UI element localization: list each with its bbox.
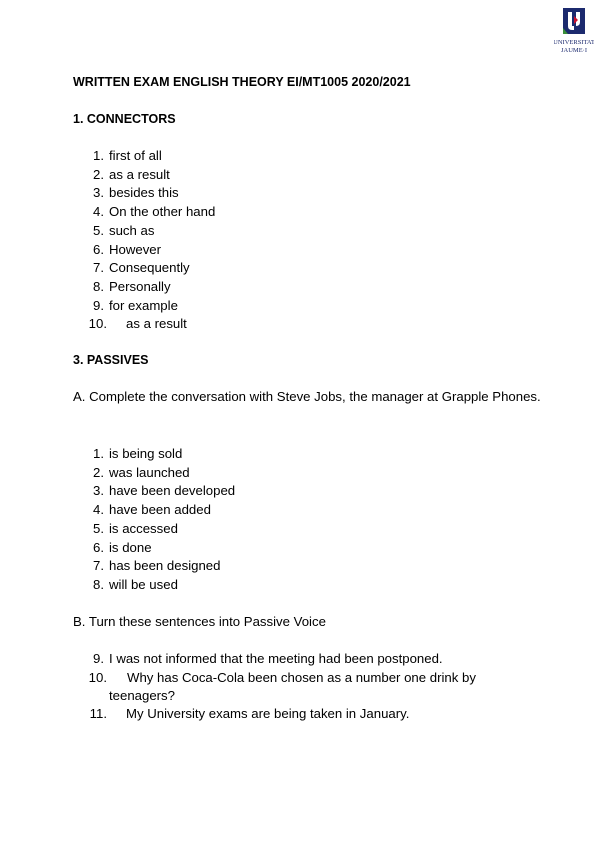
university-logo-graphic: [554, 8, 594, 54]
passives-b-instruction: B. Turn these sentences into Passive Voice: [73, 614, 326, 629]
list-item-text: will be used: [109, 576, 178, 592]
document-title: WRITTEN EXAM ENGLISH THEORY EI/MT1005 2020/2021: [73, 75, 411, 89]
list-item-text: was launched: [109, 464, 190, 480]
list-item-number: 2.: [93, 464, 104, 480]
list-item-text: such as: [109, 222, 155, 238]
list-item-number: 5.: [93, 520, 104, 536]
list-item-number: 4.: [93, 204, 104, 220]
list-item-text: Consequently: [109, 260, 190, 276]
list-item-number: 6.: [93, 241, 104, 257]
list-item-number: 1.: [93, 148, 104, 163]
connectors-heading: 1. CONNECTORS: [73, 112, 176, 126]
list-item-text: However: [109, 241, 162, 257]
list-item-text: as a result: [126, 316, 187, 332]
list-item-number: 2.: [93, 166, 104, 182]
list-item-number: 7.: [93, 558, 104, 574]
list-item-text: for example: [109, 297, 178, 313]
list-item-number: 10.: [88, 669, 107, 685]
list-item-text: Why has Coca-Cola been chosen as a number one drink by: [127, 669, 476, 685]
list-item-text: Personally: [109, 278, 171, 294]
list-item-number: 8.: [93, 576, 104, 592]
list-item-text: is being sold: [109, 446, 183, 461]
list-item-number: 11.: [89, 706, 107, 722]
list-item-number: 9.: [93, 297, 104, 313]
university-logo: [554, 8, 594, 54]
passives-heading: 3. PASSIVES: [73, 353, 149, 367]
list-item-text: besides this: [109, 185, 179, 201]
passives-a-instruction: A. Complete the conversation with Steve Jobs, the manager at Grapple Phones.: [73, 389, 541, 404]
logo-text-line2: JAUME·I: [561, 47, 587, 54]
list-item-text: I was not informed that the meeting had been postponed.: [109, 651, 443, 666]
list-item-text: has been designed: [109, 558, 221, 574]
list-item-number: 9.: [93, 651, 104, 666]
list-item-text: My University exams are being taken in January.: [126, 706, 410, 722]
list-item-number: 6.: [93, 539, 104, 555]
list-item-number: 10.: [88, 316, 107, 332]
list-item-number: 1.: [93, 446, 104, 461]
logo-text-line1: UNIVERSITAT: [554, 39, 594, 46]
list-item-text: have been developed: [109, 483, 236, 499]
list-item-text: first of all: [109, 148, 162, 163]
list-item-text: is accessed: [109, 520, 178, 536]
list-item-text-continued: teenagers?: [109, 687, 175, 703]
list-item-number: 8.: [93, 278, 104, 294]
list-item-text: On the other hand: [109, 204, 216, 220]
list-item-text: is done: [109, 539, 152, 555]
list-item-text: have been added: [109, 502, 211, 518]
list-item-number: 7.: [93, 260, 104, 276]
list-item-number: 5.: [93, 222, 104, 238]
list-item-number: 3.: [93, 185, 104, 201]
list-item-number: 3.: [93, 483, 104, 499]
list-item-text: as a result: [109, 166, 170, 182]
list-item-number: 4.: [93, 502, 104, 518]
